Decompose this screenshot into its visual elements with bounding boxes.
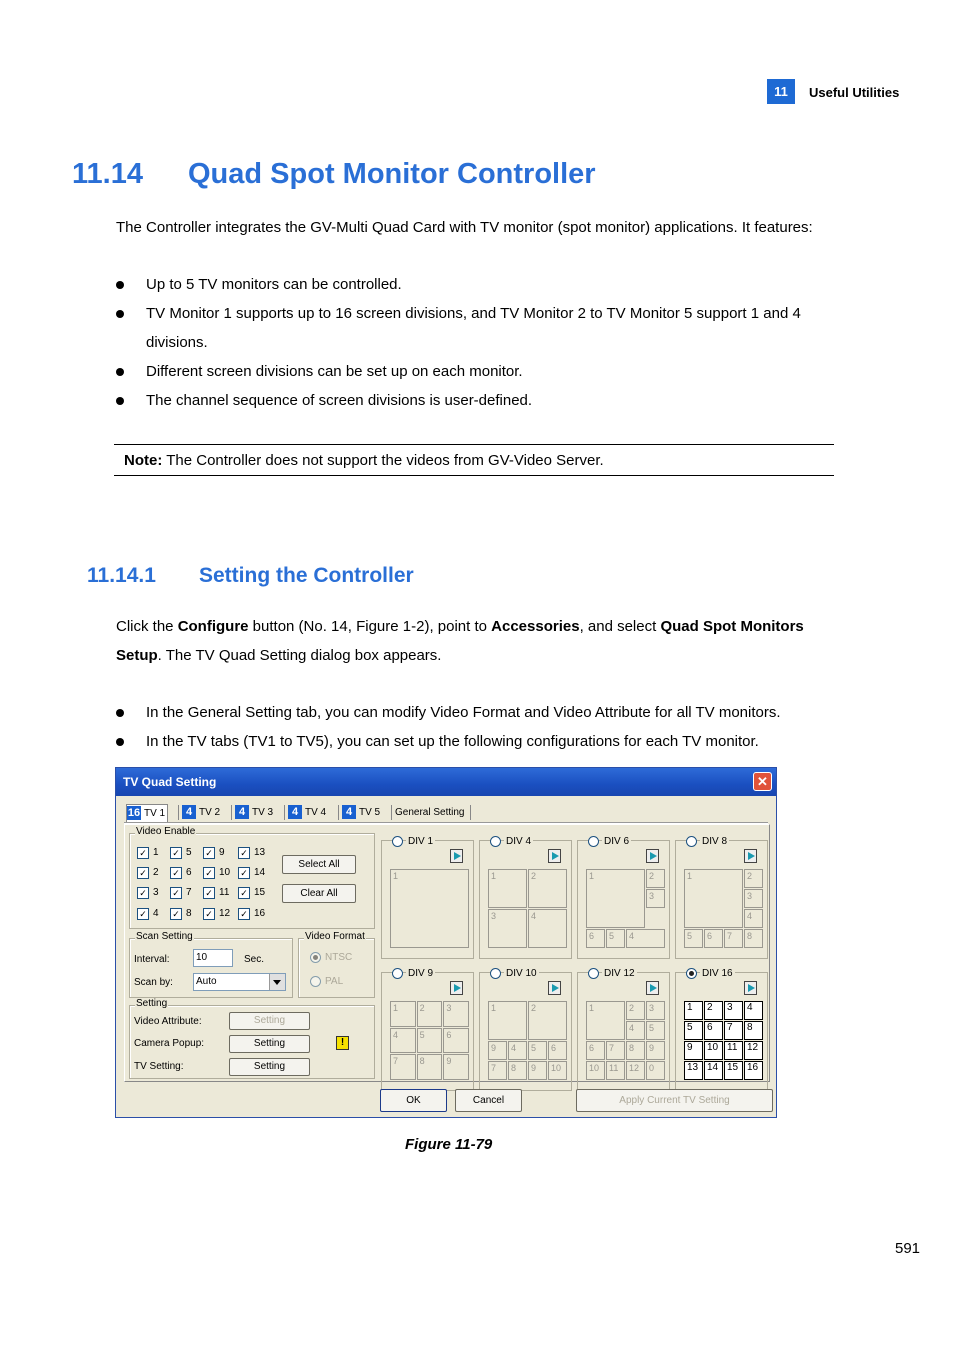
tab-tv5[interactable] — [342, 804, 380, 821]
channel-label: 7 — [186, 887, 192, 898]
instruction-bullet — [116, 698, 836, 727]
tab-separator — [391, 805, 392, 820]
channel-checkbox[interactable]: ✓ — [238, 908, 250, 920]
channel-checkbox[interactable]: ✓ — [203, 887, 215, 899]
division-cell[interactable]: 4 — [744, 909, 763, 928]
subsection-heading — [87, 564, 414, 588]
tab-tv3[interactable] — [235, 804, 273, 821]
div-label: DIV 4 — [506, 836, 532, 847]
div-radio[interactable] — [686, 836, 697, 847]
screen-division-icon: 4 — [235, 805, 249, 819]
tab-tv2[interactable] — [182, 804, 220, 821]
subsection-number: 11.14.1 — [87, 564, 156, 587]
division-cell[interactable]: 2 — [704, 1001, 723, 1020]
division-cell[interactable]: 8 — [508, 1061, 527, 1080]
channel-checkbox[interactable]: ✓ — [137, 847, 149, 859]
bullet-icon — [116, 281, 124, 289]
div-layout-group — [479, 968, 572, 1091]
channel-label: 2 — [153, 867, 159, 878]
channel-label: 15 — [254, 887, 266, 898]
division-cell[interactable]: 3 — [744, 889, 763, 908]
tab-tv4[interactable] — [288, 804, 326, 821]
bullet-icon — [116, 738, 124, 746]
intro-paragraph: The Controller integrates the GV-Multi Quad Card with TV monitor (spot monitor) applications. It features: — [116, 219, 813, 236]
channel-checkbox[interactable]: ✓ — [238, 867, 250, 879]
tab-label: TV 2 — [199, 807, 221, 818]
tab-label: TV 5 — [359, 807, 381, 818]
bullet-icon — [116, 397, 124, 405]
division-cell[interactable]: 1 — [684, 869, 743, 928]
div-layout-group — [479, 836, 572, 959]
warning-icon: ! — [336, 1036, 349, 1050]
division-cell[interactable]: 1 — [488, 1001, 527, 1040]
div-label: DIV 8 — [702, 836, 728, 847]
div-radio[interactable] — [588, 836, 599, 847]
division-cell[interactable]: 12 — [626, 1061, 645, 1080]
play-arrow-icon[interactable] — [450, 849, 463, 863]
instruction-bullet — [116, 727, 836, 756]
division-cell[interactable]: 13 — [684, 1061, 703, 1080]
division-cell[interactable]: 2 — [646, 869, 665, 888]
close-icon[interactable]: ✕ — [753, 772, 772, 791]
division-cell[interactable]: 10 — [548, 1061, 567, 1080]
feature-bullet — [116, 357, 836, 386]
ntsc-label: NTSC — [325, 952, 353, 963]
division-cell[interactable]: 6 — [443, 1028, 469, 1054]
div-radio[interactable] — [392, 836, 403, 847]
div-label: DIV 9 — [408, 968, 434, 979]
channel-checkbox[interactable]: ✓ — [137, 887, 149, 899]
tab-panel — [124, 824, 770, 1082]
play-arrow-icon[interactable] — [744, 849, 757, 863]
screen-division-icon: 4 — [342, 805, 356, 819]
channel-label: 10 — [219, 867, 231, 878]
camera-popup-setting-button[interactable]: Setting — [229, 1035, 310, 1053]
note-box — [114, 444, 834, 476]
instruction-text: . The TV Quad Setting dialog box appears. — [157, 647, 442, 664]
instruction-bold: Configure — [177, 618, 249, 635]
division-cell[interactable]: 1 — [488, 869, 527, 908]
division-cell[interactable]: 5 — [646, 1021, 665, 1040]
division-cell[interactable]: 1 — [390, 869, 469, 948]
div-layout-group — [675, 968, 768, 1091]
channel-checkbox[interactable]: ✓ — [238, 887, 250, 899]
select-all-button[interactable]: Select All — [282, 855, 356, 874]
division-cell[interactable]: 3 — [488, 909, 527, 948]
channel-label: 9 — [219, 847, 225, 858]
division-cell[interactable]: 4 — [508, 1041, 527, 1060]
feature-text: Different screen divisions can be set up on each monitor. — [146, 363, 523, 380]
division-cell[interactable]: 2 — [528, 1001, 567, 1040]
chapter-badge: 11 — [767, 79, 795, 104]
feature-text: Up to 5 TV monitors can be controlled. — [146, 276, 402, 293]
division-cell[interactable]: 1 — [684, 1001, 703, 1020]
tab-label: TV 4 — [305, 807, 327, 818]
scan-setting-label: Scan Setting — [136, 931, 193, 942]
division-cell[interactable]: 9 — [528, 1061, 547, 1080]
division-cell[interactable]: 2 — [744, 869, 763, 888]
video-enable-label: Video Enable — [136, 826, 196, 837]
instruction-bold: Quad Spot Monitors Setup — [116, 618, 804, 664]
channel-label: 8 — [186, 908, 192, 919]
division-cell[interactable]: 1 — [586, 1001, 625, 1040]
division-cell[interactable]: 3 — [646, 889, 665, 908]
division-cell[interactable]: 3 — [724, 1001, 743, 1020]
division-cell[interactable]: 5 — [606, 929, 625, 948]
instruction-bullet-text: In the General Setting tab, you can modify Video Format and Video Attribute for all TV monitors. — [146, 704, 781, 721]
division-cell[interactable]: 6 — [586, 1041, 605, 1060]
ok-button[interactable]: OK — [380, 1089, 447, 1112]
play-arrow-icon[interactable] — [744, 981, 757, 995]
division-cell[interactable]: 9 — [488, 1041, 507, 1060]
screen-division-icon: 16 — [127, 807, 141, 820]
tab-separator — [178, 805, 179, 820]
scan-by-label: Scan by: — [134, 977, 173, 988]
division-cell[interactable]: 6 — [704, 929, 723, 948]
screen-division-icon: 4 — [182, 805, 196, 819]
scan-setting-group — [129, 931, 293, 998]
video-attribute-label: Video Attribute: — [134, 1016, 202, 1027]
bullet-icon — [116, 310, 124, 318]
tv-setting-label: TV Setting: — [134, 1061, 184, 1072]
division-cell[interactable]: 0 — [646, 1061, 665, 1080]
channel-label: 4 — [153, 908, 159, 919]
instruction-text: , and select — [579, 618, 661, 635]
channel-checkbox[interactable]: ✓ — [170, 847, 182, 859]
tab-tv1[interactable] — [126, 804, 168, 823]
feature-bullet — [116, 270, 836, 299]
division-cell[interactable]: 5 — [528, 1041, 547, 1060]
play-arrow-icon[interactable] — [548, 981, 561, 995]
channel-checkbox[interactable]: ✓ — [137, 908, 149, 920]
play-arrow-icon[interactable] — [548, 849, 561, 863]
division-cell[interactable]: 9 — [684, 1041, 703, 1060]
division-cell[interactable]: 10 — [704, 1041, 723, 1060]
channel-checkbox[interactable]: ✓ — [170, 887, 182, 899]
channel-checkbox[interactable]: ✓ — [203, 867, 215, 879]
division-cell[interactable]: 2 — [626, 1001, 645, 1020]
channel-label: 12 — [219, 908, 231, 919]
division-cell[interactable]: 2 — [417, 1001, 443, 1027]
apply-current-tv-setting-button[interactable]: Apply Current TV Setting — [576, 1089, 773, 1112]
division-cell[interactable]: 11 — [724, 1041, 743, 1060]
dialog-titlebar — [116, 768, 776, 796]
division-cell[interactable]: 4 — [744, 1001, 763, 1020]
division-cell[interactable]: 12 — [744, 1041, 763, 1060]
div-layout-group — [577, 968, 670, 1091]
division-cell[interactable]: 1 — [390, 1001, 416, 1027]
channel-checkbox[interactable]: ✓ — [170, 867, 182, 879]
cancel-button[interactable]: Cancel — [455, 1089, 522, 1112]
instruction-bullet-text: In the TV tabs (TV1 to TV5), you can set up the following configurations for each TV monitor. — [146, 733, 759, 750]
pal-radio[interactable] — [310, 976, 321, 987]
setting-group — [129, 998, 375, 1079]
div-radio[interactable] — [588, 968, 599, 979]
division-cell[interactable]: 9 — [646, 1041, 665, 1060]
division-cell[interactable]: 3 — [443, 1001, 469, 1027]
div-layout-group — [675, 836, 768, 959]
scan-by-select[interactable] — [193, 973, 286, 991]
division-cell[interactable]: 11 — [606, 1061, 625, 1080]
tab-separator — [338, 805, 339, 820]
video-attribute-setting-button[interactable]: Setting — [229, 1012, 310, 1030]
play-arrow-icon[interactable] — [646, 981, 659, 995]
note-text: The Controller does not support the videos from GV-Video Server. — [162, 452, 604, 469]
chevron-down-icon[interactable] — [269, 974, 285, 990]
division-cell[interactable]: 1 — [586, 869, 645, 928]
setting-label: Setting — [136, 998, 168, 1009]
tab-separator — [231, 805, 232, 820]
channel-checkbox[interactable]: ✓ — [170, 908, 182, 920]
section-number: 11.14 — [72, 158, 143, 190]
tab-separator — [284, 805, 285, 820]
channel-label: 1 — [153, 847, 159, 858]
bullet-icon — [116, 368, 124, 376]
div-label: DIV 10 — [506, 968, 537, 979]
division-cell[interactable]: 10 — [586, 1061, 605, 1080]
channel-label: 13 — [254, 847, 266, 858]
subsection-title: Setting the Controller — [199, 564, 414, 587]
feature-bullet — [116, 299, 836, 357]
play-arrow-icon[interactable] — [646, 849, 659, 863]
tab-label: TV 3 — [252, 807, 274, 818]
tv-quad-setting-dialog — [115, 767, 777, 1118]
tab-label: TV 1 — [144, 808, 166, 819]
division-cell[interactable]: 8 — [744, 929, 763, 948]
division-cell[interactable]: 5 — [684, 1021, 703, 1040]
division-cell[interactable]: 9 — [443, 1054, 469, 1080]
division-cell[interactable]: 6 — [548, 1041, 567, 1060]
tab-separator — [470, 805, 471, 820]
play-arrow-icon[interactable] — [450, 981, 463, 995]
chapter-title: Useful Utilities — [809, 85, 900, 100]
channel-checkbox[interactable]: ✓ — [238, 847, 250, 859]
channel-label: 3 — [153, 887, 159, 898]
division-cell[interactable]: 4 — [390, 1028, 416, 1054]
channel-checkbox[interactable]: ✓ — [203, 908, 215, 920]
interval-input[interactable]: 10 — [193, 949, 233, 967]
channel-label: 5 — [186, 847, 192, 858]
division-cell[interactable]: 14 — [704, 1061, 723, 1080]
division-cell[interactable]: 8 — [744, 1021, 763, 1040]
division-cell[interactable]: 7 — [724, 1021, 743, 1040]
channel-checkbox[interactable]: ✓ — [203, 847, 215, 859]
division-cell[interactable]: 6 — [704, 1021, 723, 1040]
division-cell[interactable]: 8 — [417, 1054, 443, 1080]
div-layout-group — [577, 836, 670, 959]
section-heading — [72, 158, 596, 191]
video-format-group — [298, 931, 375, 998]
div-label: DIV 6 — [604, 836, 630, 847]
instruction-paragraph — [116, 612, 816, 670]
div-label: DIV 16 — [702, 968, 733, 979]
dialog-title: TV Quad Setting — [123, 775, 217, 789]
division-cell[interactable]: 4 — [528, 909, 567, 948]
division-cell[interactable]: 16 — [744, 1061, 763, 1080]
div-layout-group — [381, 836, 474, 959]
camera-popup-label: Camera Popup: — [134, 1038, 205, 1049]
division-cell[interactable]: 8 — [626, 1041, 645, 1060]
instruction-bold: Accessories — [491, 618, 580, 635]
section-title: Quad Spot Monitor Controller — [188, 158, 596, 190]
interval-label: Interval: — [134, 954, 170, 965]
div-radio[interactable] — [392, 968, 403, 979]
division-cell[interactable]: 7 — [488, 1061, 507, 1080]
clear-all-button[interactable]: Clear All — [282, 884, 356, 903]
division-cell[interactable]: 7 — [606, 1041, 625, 1060]
tv-setting-button[interactable]: Setting — [229, 1058, 310, 1076]
division-cell[interactable]: 4 — [626, 929, 665, 948]
div-label: DIV 12 — [604, 968, 635, 979]
channel-label: 16 — [254, 908, 266, 919]
ntsc-radio[interactable] — [310, 952, 321, 963]
division-cell[interactable]: 6 — [586, 929, 605, 948]
channel-label: 14 — [254, 867, 266, 878]
division-cell[interactable]: 5 — [417, 1028, 443, 1054]
channel-label: 11 — [219, 887, 230, 898]
division-cell[interactable]: 15 — [724, 1061, 743, 1080]
div-label: DIV 1 — [408, 836, 434, 847]
division-cell[interactable]: 4 — [626, 1021, 645, 1040]
page-number: 591 — [895, 1240, 921, 1257]
video-enable-group — [129, 826, 375, 929]
figure-caption: Figure 11-79 — [405, 1136, 493, 1153]
feature-text: TV Monitor 1 supports up to 16 screen divisions, and TV Monitor 2 to TV Monitor 5 support 1 and 4 divisions. — [146, 305, 801, 351]
div-radio[interactable] — [490, 836, 501, 847]
screen-division-icon: 4 — [288, 805, 302, 819]
division-cell[interactable]: 7 — [390, 1054, 416, 1080]
video-format-label: Video Format — [305, 931, 365, 942]
div-radio[interactable] — [490, 968, 501, 979]
bullet-icon — [116, 709, 124, 717]
tab-general-setting[interactable] — [395, 804, 465, 821]
division-cell[interactable]: 5 — [684, 929, 703, 948]
division-cell[interactable]: 3 — [646, 1001, 665, 1020]
channel-checkbox[interactable]: ✓ — [137, 867, 149, 879]
division-cell[interactable]: 7 — [724, 929, 743, 948]
div-layout-group — [381, 968, 474, 1091]
tab-label: General Setting — [395, 807, 465, 818]
div-radio[interactable] — [686, 968, 697, 979]
instruction-text: button (No. 14, Figure 1-2), point to — [248, 618, 492, 635]
division-cell[interactable]: 2 — [528, 869, 567, 908]
feature-bullet — [116, 386, 836, 415]
scan-by-value: Auto — [196, 976, 217, 987]
feature-text: The channel sequence of screen divisions is user-defined. — [146, 392, 533, 409]
instruction-text: Click the — [116, 618, 178, 635]
pal-label: PAL — [325, 976, 344, 987]
channel-label: 6 — [186, 867, 192, 878]
interval-unit: Sec. — [244, 954, 265, 965]
note-label: Note: — [124, 452, 163, 469]
